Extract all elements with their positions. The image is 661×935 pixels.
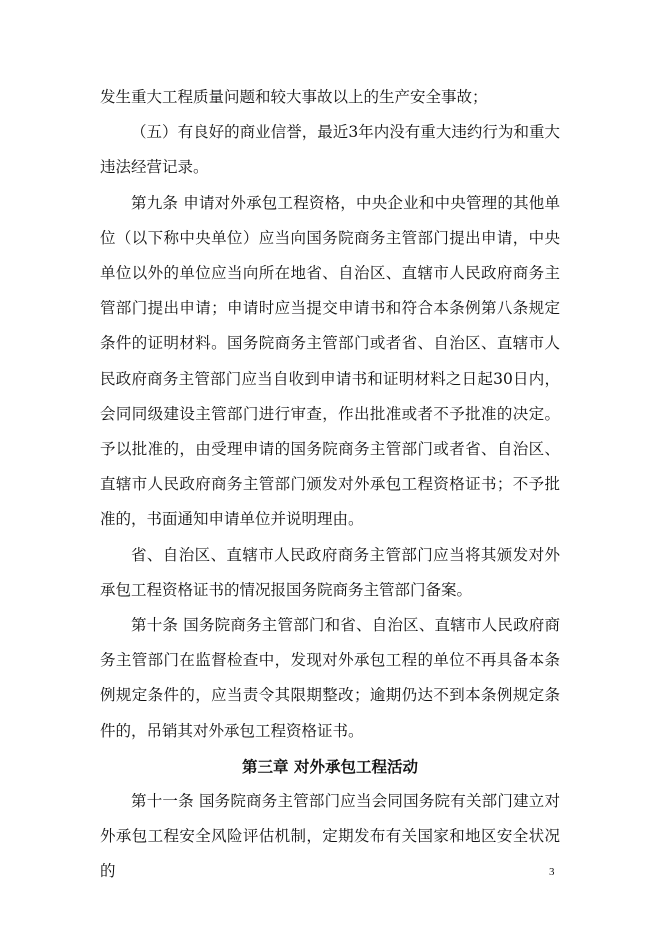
chapter-heading: 第三章 对外承包工程活动 (242, 756, 418, 776)
document-body (100, 80, 560, 890)
page-number: 3 (549, 866, 555, 878)
paragraph-article-ten: 第十条 国务院商务主管部门和省、自治区、直辖市人民政府商务主管部门在监督检查中，发现对外承包工程的单位不再具备本条例规定条件的，应当责令其限期整改；逾期仍达不到本条例规定条件的，吊销其对外承包工程资格证书。 (100, 616, 560, 740)
paragraph-filing: 省、自治区、直辖市人民政府商务主管部门应当将其颁发对外承包工程资格证书的情况报国务院商务主管部门备案。 (100, 545, 560, 599)
paragraph-article-eleven: 第十一条 国务院商务主管部门应当会同国务院有关部门建立对外承包工程安全风险评估机制，定期发布有关国家和地区安全状况的 (100, 792, 560, 881)
paragraph-article-nine: 第九条 申请对外承包工程资格，中央企业和中央管理的其他单位（以下称中央单位）应当向国务院商务主管部门提出申请，中央单位以外的单位应当向所在地省、自治区、直辖市人民政府商务主管部门提出申请；申请时应当提交申请书和符合本条例第八条规定条件的证明材料。国务院商务主管部门或者省、自治区、直辖市人民政府商务主管部门应当自收到申请书和证明材料之日起30日内，会同同级建设主管部门进行审查，作出批准或者不予批准的决定。予以批准的，由受理申请的国务院商务主管部门或者省、自治区、直辖市人民政府商务主管部门颁发对外承包工程资格证书；不予批准的，书面通知申请单位并说明理由。 (100, 193, 560, 529)
paragraph-continuation: 发生重大工程质量问题和较大事故以上的生产安全事故； (100, 88, 488, 106)
paragraph-item-five: （五）有良好的商业信誉，最近3年内没有重大违约行为和重大违法经营记录。 (100, 123, 560, 177)
